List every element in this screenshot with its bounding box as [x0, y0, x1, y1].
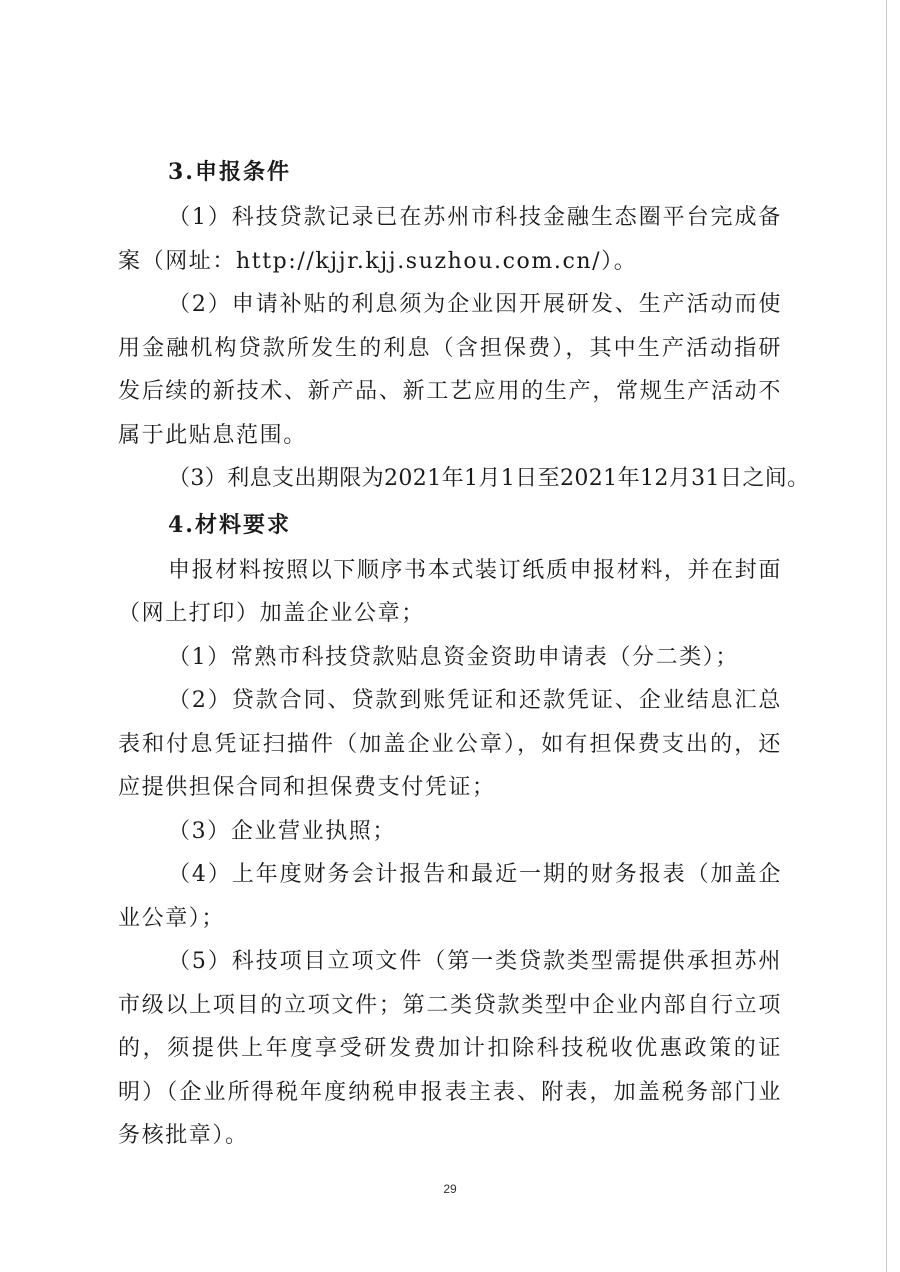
paragraph-materials-intro: 申报材料按照以下顺序书本式装订纸质申报材料，并在封面（网上打印）加盖企业公章；	[118, 557, 782, 626]
page-number: 29	[443, 1182, 457, 1196]
page-edge-line	[886, 0, 887, 1272]
paragraph-material-4: （4）上年度财务会计报告和最近一期的财务报表（加盖企业公章）；	[118, 862, 782, 931]
section-heading-application-conditions: 3.申报条件	[168, 159, 291, 185]
paragraph-condition-1: （1）科技贷款记录已在苏州市科技金融生态圈平台完成备案（网址：http://kjjr.kjj.suzhou.com.cn/）。	[118, 205, 782, 274]
paragraph-material-3: （3）企业营业执照；	[168, 818, 396, 844]
paragraph-material-2: （2）贷款合同、贷款到账凭证和还款凭证、企业结息汇总表和付息凭证扫描件（加盖企业公章），如有担保费支出的，还应提供担保合同和担保费支付凭证；	[118, 688, 782, 800]
paragraph-condition-2: （2）申请补贴的利息须为企业因开展研发、生产活动而使用金融机构贷款所发生的利息（含担保费），其中生产活动指研发后续的新技术、新产品、新工艺应用的生产，常规生产活动不属于此贴息范围。	[118, 292, 782, 448]
section-heading-material-requirements: 4.材料要求	[168, 511, 291, 538]
paragraph-material-1: （1）常熟市科技贷款贴息资金资助申请表（分二类）；	[168, 644, 739, 670]
document-body	[118, 148, 810, 1158]
paragraph-material-5: （5）科技项目立项文件（第一类贷款类型需提供承担苏州市级以上项目的立项文件；第二类贷款类型中企业内部自行立项的，须提供上年度享受研发费加计扣除科技税收优惠政策的证明）（企业所得税年度纳税申报表主表、附表，加盖税务部门业务核批章）。	[118, 949, 782, 1148]
paragraph-condition-3: （3）利息支出期限为2021年1月1日至2021年12月31日之间。	[168, 466, 810, 491]
